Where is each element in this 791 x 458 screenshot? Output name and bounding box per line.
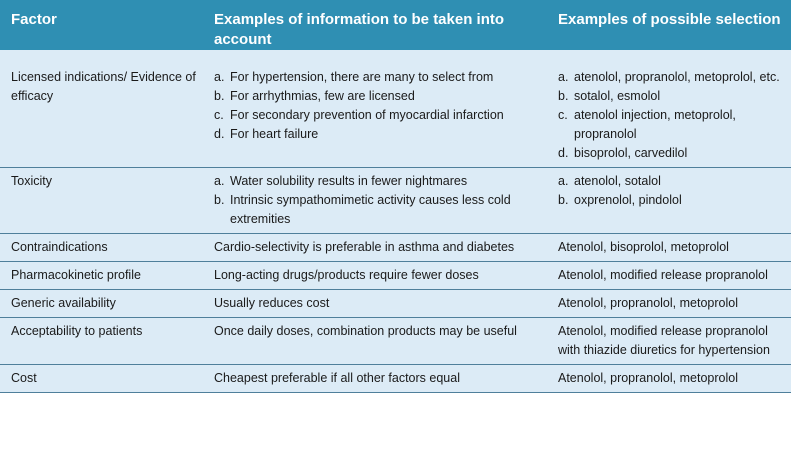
header-factor: Factor (11, 11, 57, 28)
information-cell (202, 50, 546, 168)
list-item (214, 191, 540, 229)
table-row (0, 168, 791, 234)
information-cell: Once daily doses, combination products may be useful (202, 318, 546, 365)
list-text: atenolol injection, metoprolol, propranolol (574, 108, 736, 141)
list-marker: a. (214, 70, 225, 84)
list-text: oxprenolol, pindolol (574, 193, 682, 207)
table-row (0, 262, 791, 290)
selection-list (558, 172, 785, 210)
list-text: bisoprolol, carvedilol (574, 146, 688, 160)
table-row (0, 50, 791, 168)
selection-cell (546, 168, 791, 234)
table-row (0, 365, 791, 393)
list-item (214, 87, 540, 106)
selection-cell (546, 50, 791, 168)
list-marker: d. (214, 127, 225, 141)
list-marker: c. (558, 108, 568, 122)
list-item (214, 106, 540, 125)
information-list (214, 68, 540, 144)
list-item (558, 172, 785, 191)
information-cell: Usually reduces cost (202, 290, 546, 318)
list-marker: a. (558, 174, 569, 188)
list-text: atenolol, sotalol (574, 174, 661, 188)
header-selection: Examples of possible selection (558, 11, 781, 28)
factor-cell: Pharmacokinetic profile (0, 262, 202, 290)
factor-label: Licensed indications/ Evidence of efficacy (11, 70, 196, 103)
list-text: atenolol, propranolol, metoprolol, etc. (574, 70, 780, 84)
list-item (558, 191, 785, 210)
selection-cell: Atenolol, modified release propranolol with thiazide diuretics for hypertension (546, 318, 791, 365)
list-marker: c. (214, 108, 224, 122)
factor-cell: Acceptability to patients (0, 318, 202, 365)
list-marker: b. (214, 89, 225, 103)
selection-list (558, 68, 785, 163)
selection-cell: Atenolol, bisoprolol, metoprolol (546, 234, 791, 262)
list-marker: a. (214, 174, 225, 188)
list-text: For hypertension, there are many to select from (230, 70, 494, 84)
factor-cell (0, 50, 202, 168)
list-item (214, 172, 540, 191)
list-item (558, 144, 785, 163)
list-text: For arrhythmias, few are licensed (230, 89, 415, 103)
list-item (558, 106, 785, 144)
list-marker: b. (558, 89, 569, 103)
selection-cell: Atenolol, modified release propranolol (546, 262, 791, 290)
factor-cell: Generic availability (0, 290, 202, 318)
factor-cell (0, 168, 202, 234)
list-item (558, 87, 785, 106)
factor-label: Toxicity (11, 174, 52, 188)
list-item (558, 68, 785, 87)
list-item (214, 125, 540, 144)
list-text: sotalol, esmolol (574, 89, 661, 103)
list-item (214, 68, 540, 87)
information-cell: Cheapest preferable if all other factors equal (202, 365, 546, 393)
selection-cell: Atenolol, propranolol, metoprolol (546, 365, 791, 393)
header-information: Examples of information to be taken into account (214, 11, 505, 48)
factor-cell: Contraindications (0, 234, 202, 262)
table-row (0, 290, 791, 318)
list-text: Intrinsic sympathomimetic activity causes less cold extremities (230, 193, 511, 226)
information-list (214, 172, 540, 229)
table-row (0, 234, 791, 262)
list-marker: d. (558, 146, 569, 160)
information-cell (202, 168, 546, 234)
list-marker: b. (558, 193, 569, 207)
list-marker: a. (558, 70, 569, 84)
information-cell: Cardio-selectivity is preferable in asthma and diabetes (202, 234, 546, 262)
list-text: For secondary prevention of myocardial infarction (230, 108, 504, 122)
information-cell: Long-acting drugs/products require fewer doses (202, 262, 546, 290)
table-row (0, 318, 791, 365)
list-marker: b. (214, 193, 225, 207)
selection-cell: Atenolol, propranolol, metoprolol (546, 290, 791, 318)
list-text: For heart failure (230, 127, 319, 141)
header-row (0, 0, 791, 50)
factor-cell: Cost (0, 365, 202, 393)
list-text: Water solubility results in fewer nightmares (230, 174, 468, 188)
